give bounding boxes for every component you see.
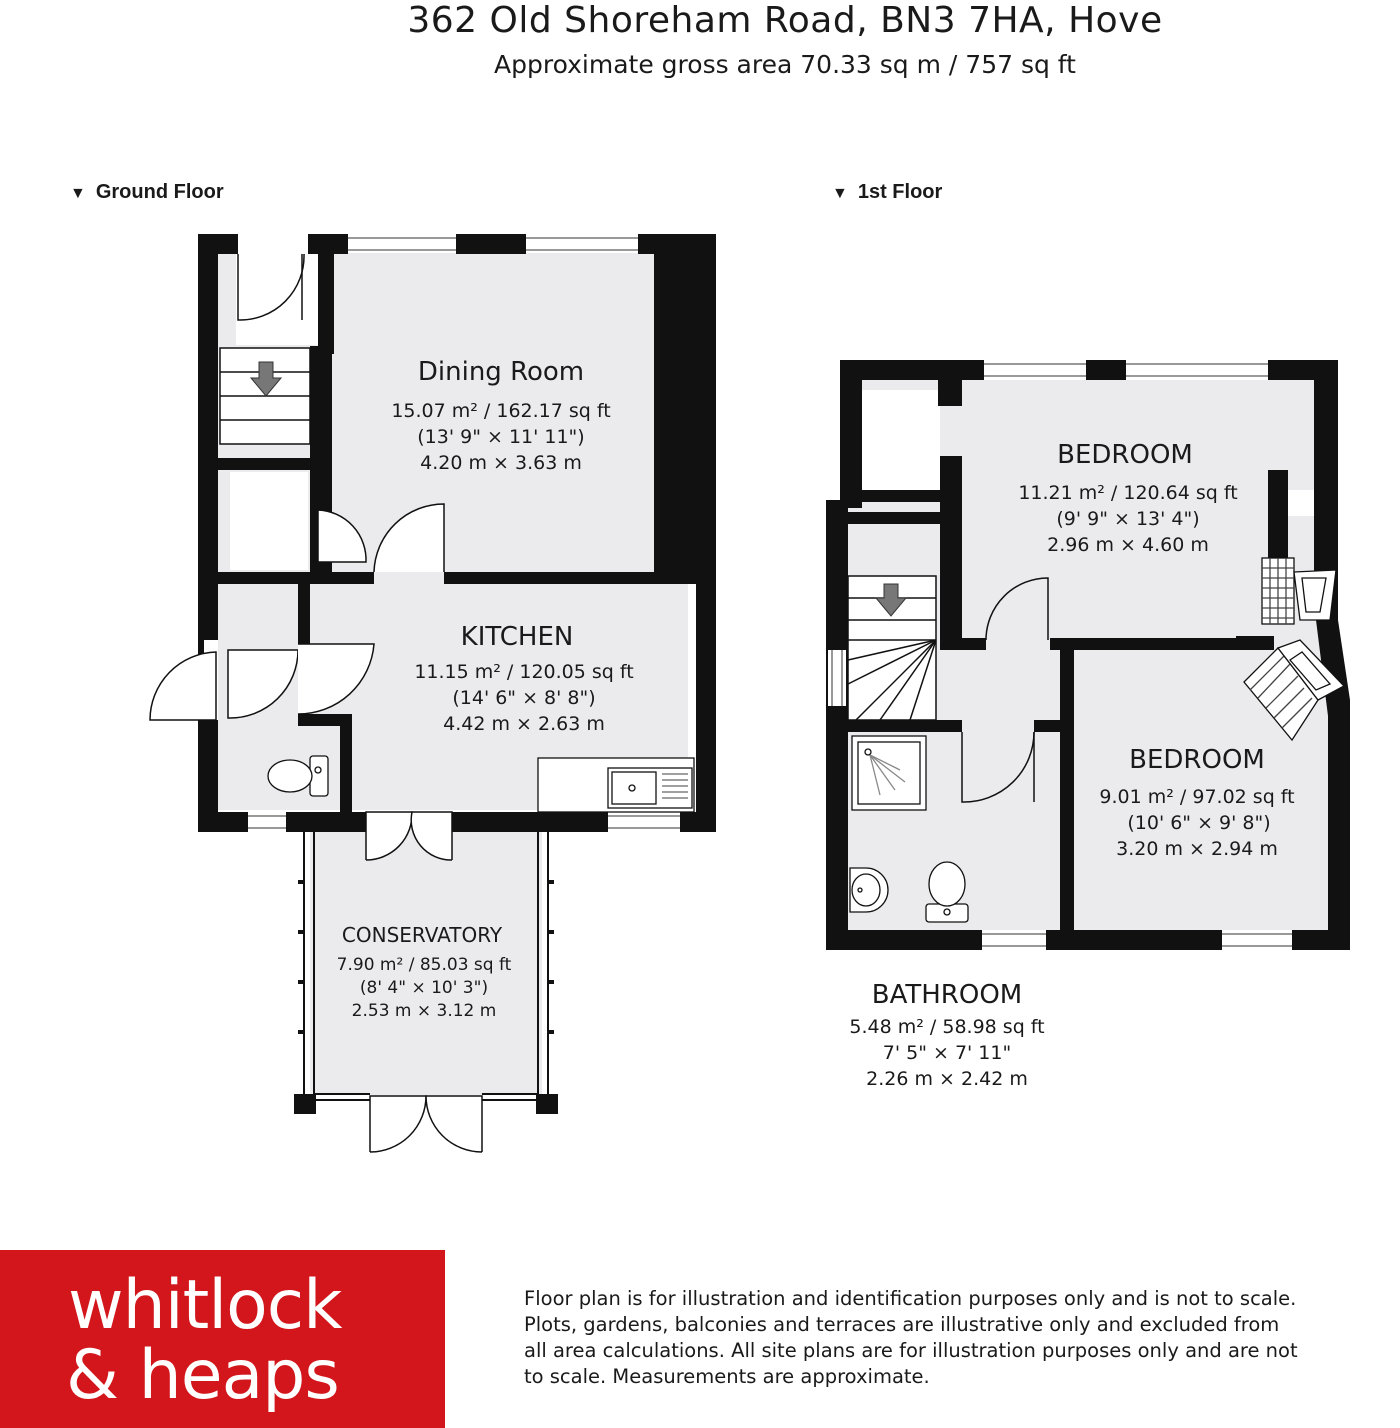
bedroom-1-metric: 2.96 m × 4.60 m (1047, 534, 1209, 556)
kitchen-name: KITCHEN (460, 622, 574, 652)
dining-room-imperial: (13' 9" × 11' 11") (417, 426, 585, 448)
dining-room-metric: 4.20 m × 3.63 m (420, 452, 582, 474)
basin-icon (850, 868, 888, 912)
bedroom-2-metric: 3.20 m × 2.94 m (1116, 838, 1278, 860)
shower-icon (852, 736, 926, 810)
conservatory-area: 7.90 m² / 85.03 sq ft (336, 955, 512, 975)
disclaimer-line: Plots, gardens, balconies and terraces are illustrative only and excluded from (524, 1313, 1280, 1336)
bedroom-2-imperial: (10' 6" × 9' 8") (1127, 812, 1271, 834)
disclaimer-line: Floor plan is for illustration and identification purposes only and is not to scale. (524, 1287, 1297, 1310)
dining-room-name: Dining Room (417, 357, 585, 387)
bathroom-name: BATHROOM (871, 980, 1023, 1010)
bedroom-2-area: 9.01 m² / 97.02 sq ft (1099, 786, 1295, 808)
bedroom-1-area: 11.21 m² / 120.64 sq ft (1018, 482, 1238, 504)
bathroom-metric: 2.26 m × 2.42 m (866, 1068, 1028, 1090)
kitchen-area: 11.15 m² / 120.05 sq ft (414, 661, 634, 683)
kitchen-sink-icon (538, 758, 694, 812)
dining-room-area: 15.07 m² / 162.17 sq ft (391, 400, 611, 422)
first-floor-label: 1st Floor (857, 181, 943, 203)
company-logo (0, 1250, 445, 1428)
property-title: 362 Old Shoreham Road, BN3 7HA, Hove (407, 0, 1163, 41)
bedroom-2-name: BEDROOM (1129, 745, 1265, 775)
conservatory-name: CONSERVATORY (341, 923, 503, 947)
disclaimer (524, 1286, 1396, 1390)
disclaimer-line: to scale. Measurements are approximate. (524, 1365, 930, 1388)
first-floor-plan (826, 360, 1350, 1090)
kitchen-metric: 4.42 m × 2.63 m (443, 713, 605, 735)
conservatory-imperial: (8' 4" × 10' 3") (359, 978, 489, 998)
disclaimer-line: all area calculations. All site plans are for illustration purposes only and are not (524, 1339, 1298, 1362)
kitchen-imperial: (14' 6" × 8' 8") (452, 687, 596, 709)
toilet-icon (926, 862, 968, 922)
bedroom-1-name: BEDROOM (1057, 440, 1193, 470)
ground-floor-label: Ground Floor (95, 181, 224, 203)
conservatory-metric: 2.53 m × 3.12 m (351, 1001, 497, 1021)
bedroom-1-imperial: (9' 9" × 13' 4") (1056, 508, 1200, 530)
gross-area: Approximate gross area 70.33 sq m / 757 sq ft (494, 50, 1076, 79)
triangle-down-icon: ▼ (70, 185, 86, 202)
triangle-down-icon: ▼ (832, 185, 848, 202)
ground-floor-plan (150, 234, 716, 1152)
bathroom-area: 5.48 m² / 58.98 sq ft (849, 1016, 1045, 1038)
logo-line-2: & heaps (66, 1336, 339, 1415)
bathroom-imperial: 7' 5" × 7' 11" (882, 1042, 1012, 1064)
logo-line-1: whitlock (68, 1266, 342, 1345)
